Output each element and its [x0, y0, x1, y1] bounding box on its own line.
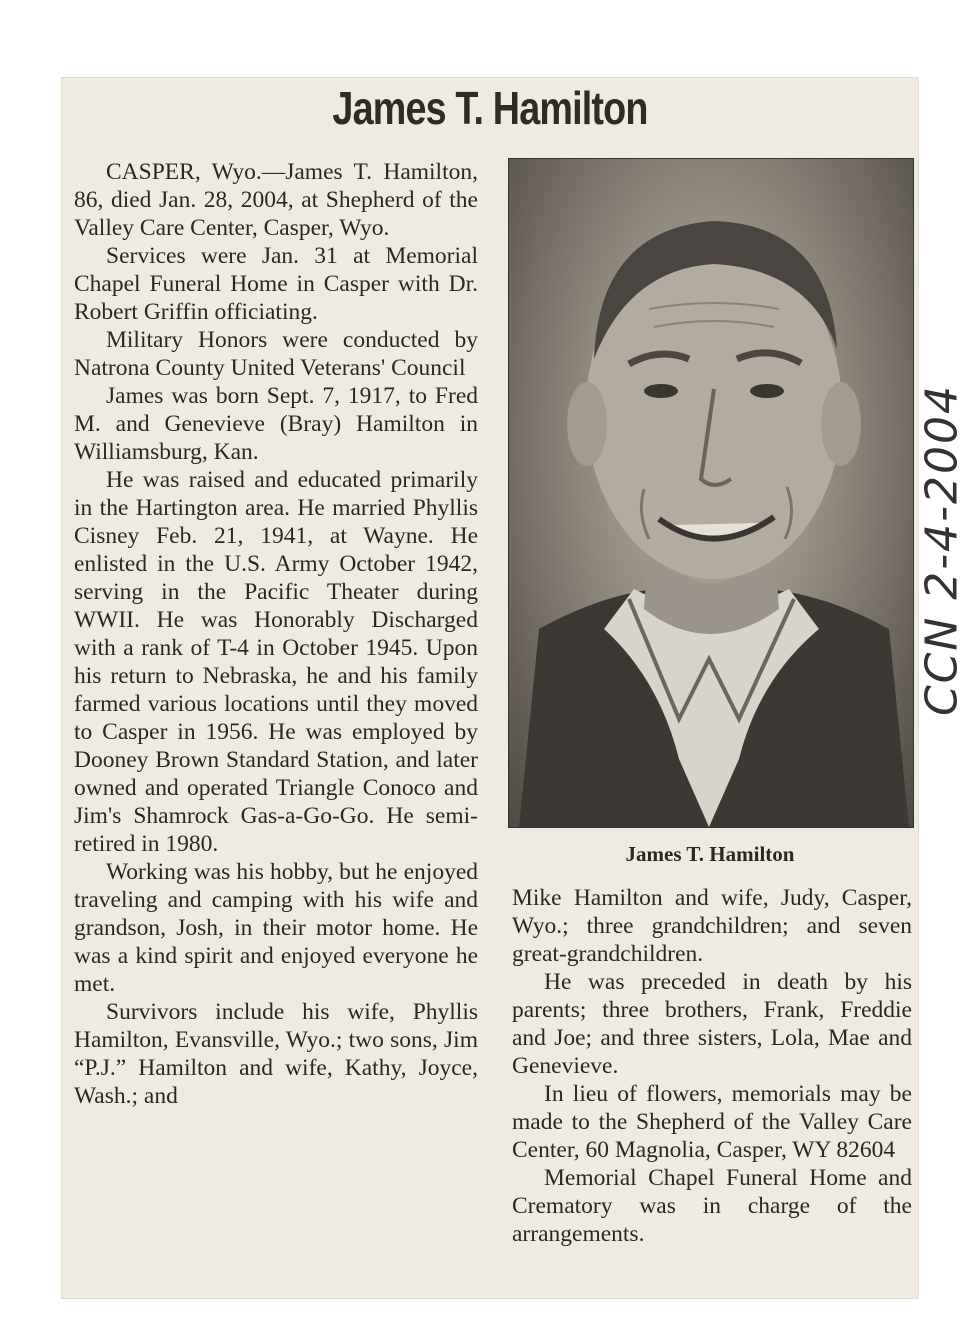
paragraph-life: He was raised and educated primarily in the Hartington area. He married Phyllis Cisney Feb. 21, 1941, at Wayne. He enlisted in the U.S. Army October 1942, serving in the Pacific Theater during WWII. He was Honorably Discharged with a rank of T-4 in October 1945. Upon his return to Nebraska, he and his family farmed various locations until they moved to Casper in 1956. He was employed by Dooney Brown Standard Station, and later owned and operated Triangle Conoco and Jim's Shamrock Gas-a-Go-Go. He semi-retired in 1980. [74, 467, 478, 857]
paragraph-services: Services were Jan. 31 at Memorial Chapel Funeral Home in Casper with Dr. Robert Griffin officiating. [74, 243, 478, 325]
paragraph-memorials: In lieu of flowers, memorials may be made to the Shepherd of the Valley Care Center, 60 Magnolia, Casper, WY 82604 [512, 1081, 912, 1163]
paragraph-survivors: Survivors include his wife, Phyllis Hamilton, Evansville, Wyo.; two sons, Jim “P.J.” Hamilton and wife, Kathy, Joyce, Wash.; and [74, 999, 478, 1109]
paragraph-death: CASPER, Wyo.—James T. Hamilton, 86, died Jan. 28, 2004, at Shepherd of the Valley Care Center, Casper, Wyo. [74, 159, 478, 241]
paragraph-survivors-continued: Mike Hamilton and wife, Judy, Casper, Wyo.; three grandchildren; and seven great-grandchildren. [512, 885, 912, 967]
paragraph-arrangements: Memorial Chapel Funeral Home and Crematory was in charge of the arrangements. [512, 1165, 912, 1247]
photo-caption: James T. Hamilton [625, 842, 795, 866]
paragraph-military-honors: Military Honors were conducted by Natrona County United Veterans' Council [74, 327, 478, 381]
newspaper-clipping [62, 78, 918, 1298]
handwritten-text: CCN 2-4-2004 [916, 383, 968, 717]
left-column [74, 158, 478, 1110]
paragraph-preceded: He was preceded in death by his parents; three brothers, Frank, Freddie and Joe; and three sisters, Lola, Mae and Genevieve. [512, 969, 912, 1079]
paragraph-hobbies: Working was his hobby, but he enjoyed traveling and camping with his wife and grandson, Josh, in their motor home. He was a kind spirit and enjoyed everyone he met. [74, 859, 478, 997]
portrait-photo [508, 158, 914, 828]
handwritten-date-note [912, 370, 972, 730]
paragraph-birth: James was born Sept. 7, 1917, to Fred M. and Genevieve (Bray) Hamilton in Williamsburg, Kan. [74, 383, 478, 465]
right-column [512, 884, 912, 1248]
portrait-illustration [509, 159, 913, 827]
obituary-headline: James T. Hamilton [332, 82, 648, 134]
